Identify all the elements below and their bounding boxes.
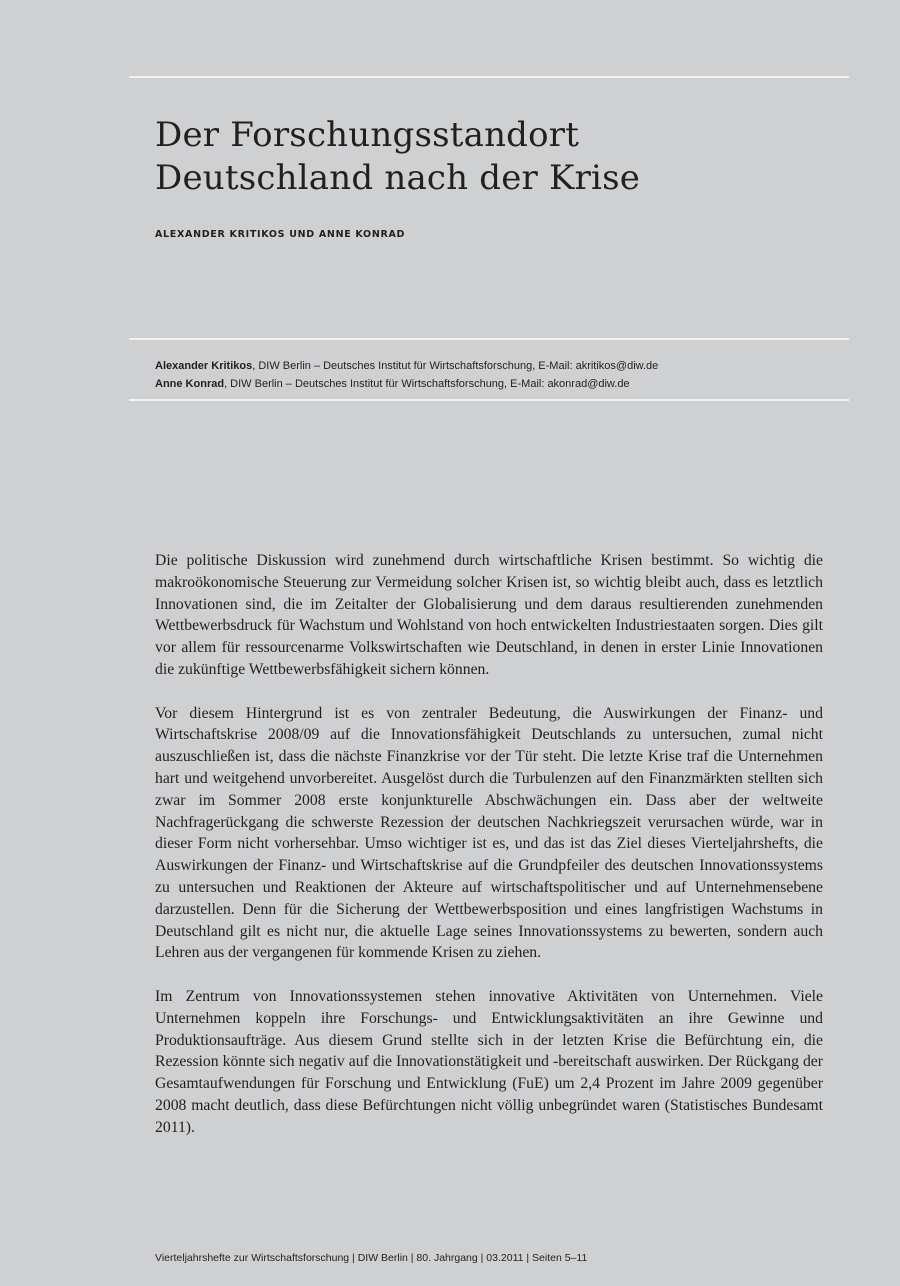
- page-footer: Vierteljahrshefte zur Wirtschaftsforschung | DIW Berlin | 80. Jahrgang | 03.2011 | Seiten 5–11: [155, 1252, 588, 1264]
- affiliation-konrad: [155, 377, 835, 391]
- affiliation-kritikos: [155, 359, 835, 373]
- affiliation-details: , DIW Berlin – Deutsches Institut für Wirtschaftsforschung, E-Mail: akonrad@diw.de: [224, 378, 630, 390]
- article-authors: ALEXANDER KRITIKOS UND ANNE KONRAD: [155, 229, 406, 240]
- body-paragraph: Die politische Diskussion wird zunehmend durch wirtschaftliche Krisen bestimmt. So wichtig die makroökonomische Steuerung zur Vermeidung solcher Krisen ist, so wichtig bleibt auch, dass es letztlich Innovationen sind, die im Zeitalter der Globalisierung und dem daraus resultierenden zunehmenden Wettbewerbsdruck für Wachstum und Wohlstand von hoch entwickelten Industriestaaten sorgen. Dies gilt vor allem für ressourcenarme Volkswirtschaften wie Deutschland, in denen in erster Linie Innovationen die zukünftige Wettbewerbsfähigkeit sichern können.: [155, 552, 823, 678]
- title-line-1: Der Forschungsstandort: [155, 115, 580, 155]
- article-title: [155, 114, 640, 200]
- title-line-2: Deutschland nach der Krise: [155, 158, 641, 198]
- affiliation-details: , DIW Berlin – Deutsches Institut für Wirtschaftsforschung, E-Mail: akritikos@diw.de: [252, 360, 659, 372]
- affiliation-bottom-rule: [129, 399, 849, 401]
- body-paragraph: Im Zentrum von Innovationssystemen stehen innovative Aktivitäten von Unternehmen. Viele Unternehmen koppeln ihre Forschungs- und Entwicklungsaktivitäten an ihre Gewinne und Produktionsaufträge. Aus diesem Grund stellte sich in der letzten Krise die Befürchtung ein, die Rezession könnte sich negativ auf die Innovationstätigkeit und -bereitschaft auswirken. Der Rückgang der Gesamtaufwendungen für Forschung und Entwicklung (FuE) um 2,4 Prozent im Jahre 2009 gegenüber 2008 macht deutlich, dass diese Befürchtungen nicht völlig unbegründet waren (Statistisches Bundesamt 2011).: [155, 987, 823, 1136]
- body-paragraph: Vor diesem Hintergrund ist es von zentraler Bedeutung, die Auswirkungen der Finanz- und Wirtschaftskrise 2008/09 auf die Innovationsfähigkeit Deutschlands zu untersuchen, zumal nicht auszuschließen ist, dass die nächste Finanzkrise vor der Tür steht. Die letzte Krise traf die Unternehmen hart und weitgehend unvorbereitet. Ausgelöst durch die Turbulenzen auf den Finanzmärkten stellten sich zwar im Sommer 2008 erste konjunkturelle Abschwächungen ein. Dass aber der weltweite Nachfragerückgang die schwerste Rezession der deutschen Nachkriegszeit verursachen würde, war in dieser Form nicht vorhersehbar. Umso wichtiger ist es, und das ist das Ziel dieses Vierteljahrshefts, die Auswirkungen der Finanz- und Wirtschaftskrise auf die Grundpfeiler des deutschen Innovationssystems zu untersuchen und Reaktionen der Akteure auf wirtschaftspolitischer und auf Unternehmensebene darzustellen. Denn für die Sicherung der Wettbewerbsposition und eines langfristigen Wachstums in Deutschland gilt es nicht nur, die aktuelle Lage seines Innovationssystems zu bewerten, sondern auch Lehren aus der vergangenen für kommende Krisen zu ziehen.: [155, 704, 823, 962]
- top-rule: [129, 76, 849, 78]
- affiliation-name: Anne Konrad: [155, 378, 225, 390]
- affiliation-name: Alexander Kritikos: [155, 360, 253, 372]
- affiliation-top-rule: [129, 338, 849, 340]
- article-body: [155, 550, 823, 1160]
